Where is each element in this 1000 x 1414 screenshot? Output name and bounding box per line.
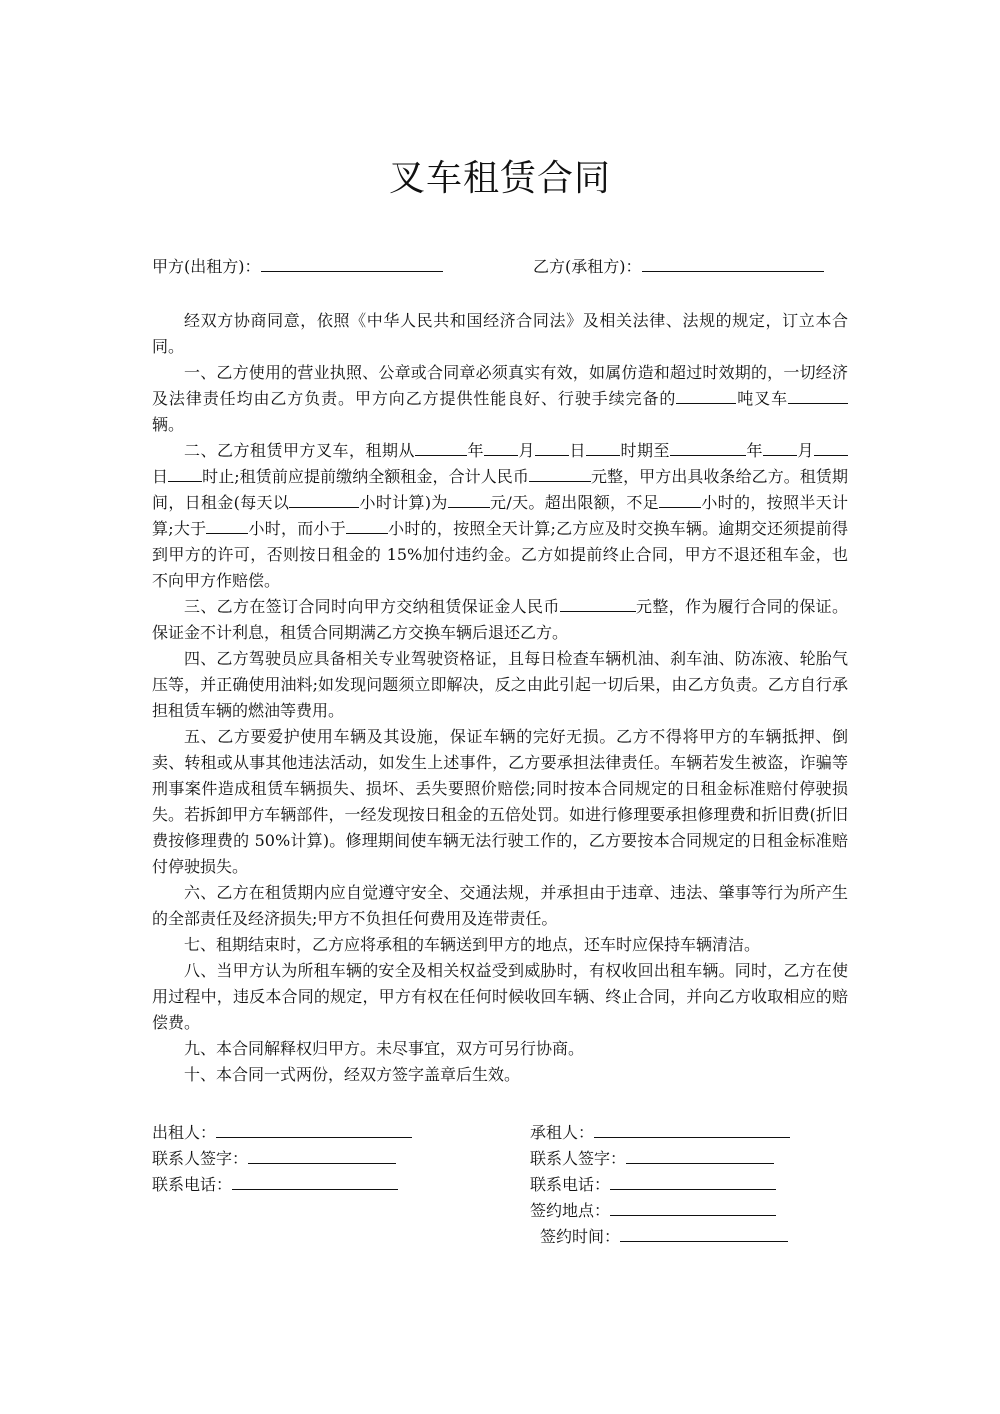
signing-place-line: 签约地点：: [530, 1200, 776, 1222]
lessor-phone-blank[interactable]: [232, 1174, 398, 1190]
end-day-blank[interactable]: [814, 441, 848, 456]
contract-body: [152, 308, 848, 1088]
clause-7: 七、租期结束时，乙方应将承租的车辆送到甲方的地点，还车时应保持车辆清洁。: [184, 935, 761, 954]
lessor-contact-sign-line: 联系人签字：: [152, 1148, 396, 1170]
clause-8: 八、当甲方认为所租车辆的安全及相关权益受到威胁时，有权收回出租车辆。同时，乙方在使用过程中，违反本合同的规定，甲方有权在任何时候收回车辆、终止合同，并向乙方收取相应的赔偿费。: [152, 961, 848, 1032]
deposit-blank[interactable]: [560, 597, 636, 612]
lessee-line: 承租人：: [530, 1122, 790, 1144]
lessee-phone-blank[interactable]: [610, 1174, 776, 1190]
signing-time-line: 签约时间：: [540, 1226, 788, 1248]
daily-rent-blank[interactable]: [448, 493, 490, 508]
signing-time-blank[interactable]: [620, 1226, 788, 1242]
tonnage-blank[interactable]: [676, 389, 736, 404]
end-month-blank[interactable]: [763, 441, 797, 456]
clause-6: 六、乙方在租赁期内应自觉遵守安全、交通法规，并承担由于违章、违法、肇事等行为所产生的全部责任及经济损失;甲方不负担任何费用及连带责任。: [152, 883, 848, 928]
total-rent-blank[interactable]: [529, 467, 591, 482]
half-day-hours-blank[interactable]: [659, 493, 701, 508]
party-b-line: [533, 256, 824, 278]
lessee-contact-sign-line: 联系人签字：: [530, 1148, 774, 1170]
lessor-blank[interactable]: [216, 1122, 412, 1138]
party-b-label: 乙方(承租方)：: [533, 257, 642, 276]
clause-9: 九、本合同解释权归甲方。未尽事宜，双方可另行协商。: [184, 1039, 585, 1058]
signing-place-blank[interactable]: [610, 1200, 776, 1216]
daily-hours-blank[interactable]: [289, 493, 359, 508]
lessor-contact-sign-blank[interactable]: [248, 1148, 396, 1164]
vehicle-count-blank[interactable]: [788, 389, 848, 404]
lessor-phone-line: 联系电话：: [152, 1174, 398, 1196]
end-hour-blank[interactable]: [168, 467, 202, 482]
clause-2: 二、乙方租赁甲方叉车，租期从 年 月 日 时期至 年 月日 时止;租赁前应提前缴纳全额租金，合计人民币 元整，甲方出具收条给乙方。租赁期间，日租金(每天以 小时计算)为 元/天。超出限额，不足 小时的，按照半天计算;大于 小时，而小于 小时的，按照全天计算;乙方应及时交换车辆。逾期交还须提前得到甲方的许可，否则按日租金的 15%加付违约金。乙方如提前终止合同，甲方不退还租车金，也不向甲方作赔偿。: [152, 441, 848, 590]
clause-5: 五、乙方要爱护使用车辆及其设施，保证车辆的完好无损。乙方不得将甲方的车辆抵押、倒卖、转租或从事其他违法活动，如发生上述事件，乙方要承担法律责任。车辆若发生被盗，诈骗等刑事案件造成租赁车辆损失、损坏、丢失要照价赔偿;同时按本合同规定的日租金标准赔付停驶损失。若拆卸甲方车辆部件，一经发现按日租金的五倍处罚。如进行修理要承担修理费和折旧费(折旧费按修理费的 50%计算)。修理期间使车辆无法行驶工作的，乙方要按本合同规定的日租金标准赔付停驶损失。: [152, 727, 848, 876]
preamble-paragraph: 经双方协商同意，依照《中华人民共和国经济合同法》及相关法律、法规的规定，订立本合同。: [152, 311, 848, 356]
lessor-line: 出租人：: [152, 1122, 412, 1144]
start-month-blank[interactable]: [484, 441, 518, 456]
party-a-label: 甲方(出租方)：: [152, 257, 261, 276]
party-a-line: [152, 256, 443, 278]
clause-4: 四、乙方驾驶员应具备相关专业驾驶资格证，且每日检查车辆机油、刹车油、防冻液、轮胎气压等，并正确使用油料;如发现问题须立即解决，反之由此引起一切后果，由乙方负责。乙方自行承担租赁车辆的燃油等费用。: [152, 649, 848, 720]
document-title: 叉车租赁合同: [388, 158, 611, 199]
clause-3: 三、乙方在签订合同时向甲方交纳租赁保证金人民币 元整，作为履行合同的保证。保证金不计利息，租赁合同期满乙方交换车辆后退还乙方。: [152, 597, 848, 642]
lessee-blank[interactable]: [594, 1122, 790, 1138]
min-hours-blank[interactable]: [206, 519, 248, 534]
lessee-contact-sign-blank[interactable]: [626, 1148, 774, 1164]
party-a-blank[interactable]: [261, 256, 443, 272]
max-hours-blank[interactable]: [346, 519, 388, 534]
start-year-blank[interactable]: [415, 441, 467, 456]
lessee-phone-line: 联系电话：: [530, 1174, 776, 1196]
end-year-blank[interactable]: [670, 441, 746, 456]
clause-1: 一、乙方使用的营业执照、公章或合同章必须真实有效，如属仿造和超过时效期的，一切经济及法律责任均由乙方负责。甲方向乙方提供性能良好、行驶手续完备的 吨叉车辆。: [152, 363, 848, 434]
start-hour-blank[interactable]: [586, 441, 620, 456]
party-b-blank[interactable]: [642, 256, 824, 272]
start-day-blank[interactable]: [535, 441, 569, 456]
clause-10: 十、本合同一式两份，经双方签字盖章后生效。: [184, 1065, 521, 1084]
